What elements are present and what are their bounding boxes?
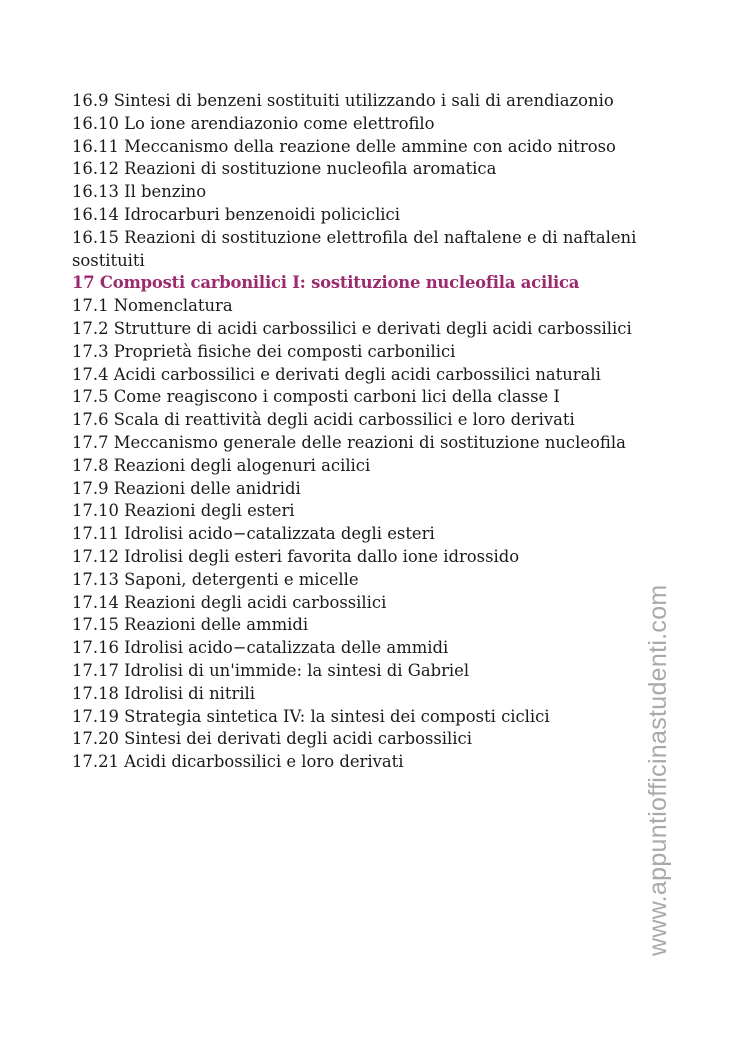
toc-line: 17.7 Meccanismo generale delle reazioni di sostituzione nucleofila (72, 432, 626, 452)
toc-line: 16.15 Reazioni di sostituzione elettrofila del naftalene e di naftaleni sostituiti (72, 227, 637, 270)
toc-line: 16.13 Il benzino (72, 182, 207, 202)
toc-line: 17.3 Proprietà fisiche dei composti carbonilici (72, 341, 456, 361)
toc-line: 17.20 Sintesi dei derivati degli acidi carbossilici (72, 729, 472, 749)
chapter-heading: 17 Composti carbonilici I: sostituzione nucleofila acilica (72, 273, 580, 293)
toc-line: 17.10 Reazioni degli esteri (72, 501, 295, 521)
toc-line: 17.17 Idrolisi di un'immide: la sintesi di Gabriel (72, 660, 470, 680)
toc-line: 16.10 Lo ione arendiazonio come elettrofilo (72, 113, 435, 133)
toc-line: 17.9 Reazioni delle anidridi (72, 478, 301, 498)
toc-line: 16.9 Sintesi di benzeni sostituiti utilizzando i sali di arendiazonio (72, 91, 614, 110)
toc-line: 17.4 Acidi carbossilici e derivati degli acidi carbossilici naturali (72, 364, 601, 384)
toc-line: 17.14 Reazioni degli acidi carbossilici (72, 592, 387, 612)
table-of-contents (72, 90, 662, 774)
toc-line: 17.2 Strutture di acidi carbossilici e derivati degli acidi carbossilici (72, 318, 632, 338)
toc-line: 17.21 Acidi dicarbossilici e loro derivati (72, 752, 404, 772)
toc-line: 16.11 Meccanismo della reazione delle ammine con acido nitroso (72, 136, 616, 156)
toc-line: 16.14 Idrocarburi benzenoidi policiclici (72, 204, 400, 224)
toc-line: 16.12 Reazioni di sostituzione nucleofila aromatica (72, 159, 497, 179)
toc-line: 17.12 Idrolisi degli esteri favorita dallo ione idrossido (72, 546, 520, 566)
toc-line: 17.5 Come reagiscono i composti carboni lici della classe I (72, 387, 560, 407)
toc-line: 17.19 Strategia sintetica IV: la sintesi dei composti ciclici (72, 706, 550, 726)
toc-line: 17.16 Idrolisi acido−catalizzata delle ammidi (72, 638, 449, 658)
toc-line: 17.1 Nomenclatura (72, 296, 233, 316)
toc-line: 17.11 Idrolisi acido−catalizzata degli esteri (72, 524, 435, 544)
toc-line: 17.8 Reazioni degli alogenuri acilici (72, 455, 371, 475)
watermark: www.appuntiofficinastudenti.com (644, 584, 672, 956)
toc-line: 17.6 Scala di reattività degli acidi carbossilici e loro derivati (72, 410, 575, 430)
toc-line: 17.13 Saponi, detergenti e micelle (72, 569, 359, 589)
toc-line: 17.18 Idrolisi di nitrili (72, 683, 256, 703)
toc-line: 17.15 Reazioni delle ammidi (72, 615, 309, 635)
